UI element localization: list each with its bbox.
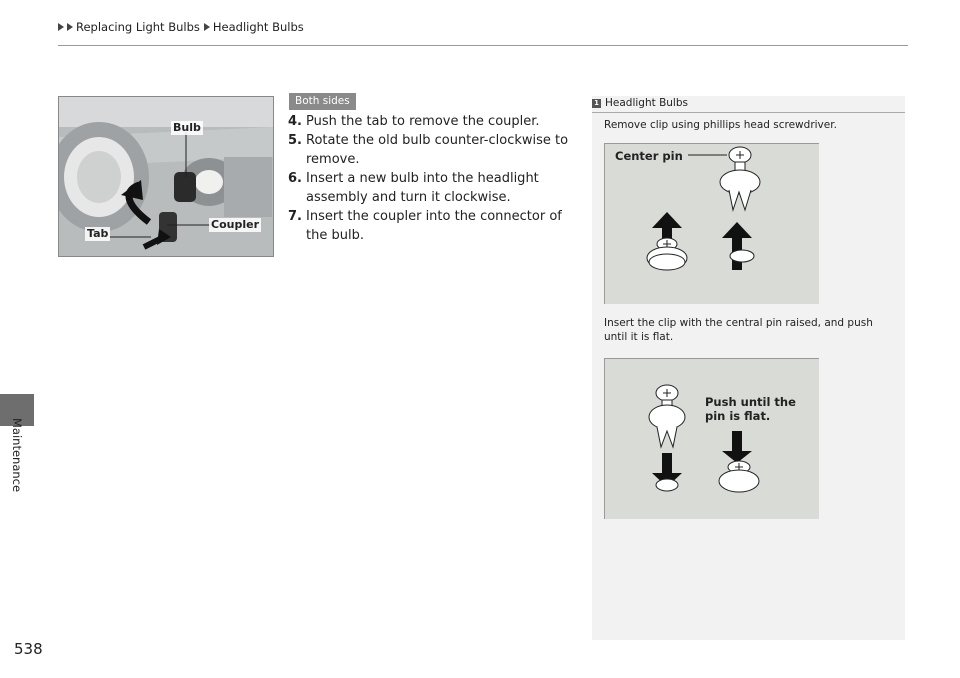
- step-item: 7. Insert the coupler into the connector of the bulb.: [288, 209, 562, 243]
- callout-coupler: Coupler: [211, 218, 259, 231]
- note-reference-icon: 1: [592, 99, 601, 108]
- push-until-flat-label: Push until the pin is flat.: [705, 395, 796, 423]
- breadcrumb-item-headlight-bulbs[interactable]: Headlight Bulbs: [212, 20, 304, 34]
- clip-insert-figure: [604, 358, 819, 519]
- section-tab-label: Maintenance: [10, 418, 24, 493]
- callout-bulb: Bulb: [173, 121, 201, 134]
- note-text-insert-clip: Insert the clip with the central pin raised, and push until it is flat.: [604, 317, 873, 343]
- callout-tab: Tab: [87, 227, 109, 240]
- breadcrumb: [58, 20, 304, 34]
- instruction-steps: [288, 112, 584, 245]
- center-pin-label: Center pin: [615, 149, 683, 163]
- note-title: 1 Headlight Bulbs: [592, 97, 688, 109]
- note-divider: [592, 112, 905, 113]
- clip-removal-figure: [604, 143, 819, 304]
- step-item: 4. Push the tab to remove the coupler.: [288, 114, 540, 129]
- header-divider: [58, 45, 908, 46]
- both-sides-badge: Both sides: [289, 93, 356, 110]
- step-item: 6. Insert a new bulb into the headlight assembly and turn it clockwise.: [288, 171, 539, 205]
- breadcrumb-item-replacing-light-bulbs[interactable]: Replacing Light Bulbs: [76, 20, 200, 34]
- headlight-photo: [58, 96, 274, 257]
- breadcrumb-separator-icon: [204, 23, 210, 31]
- note-text-remove-clip: Remove clip using phillips head screwdriver.: [604, 119, 837, 131]
- page-number: 538: [14, 640, 43, 658]
- breadcrumb-arrow-icon: [67, 23, 73, 31]
- step-item: 5. Rotate the old bulb counter-clockwise to remove.: [288, 133, 569, 167]
- breadcrumb-arrow-icon: [58, 23, 64, 31]
